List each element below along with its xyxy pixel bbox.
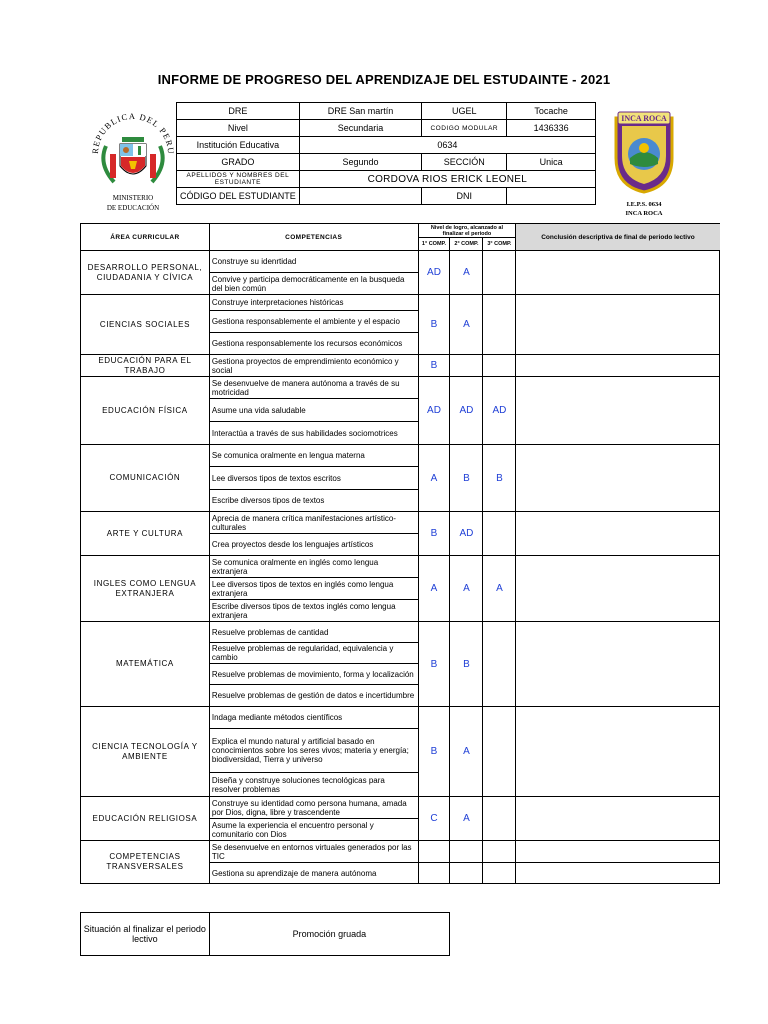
- grade-cell: B: [418, 355, 450, 377]
- seccion-value: Unica: [507, 154, 596, 171]
- area-name: EDUCACIÓN PARA EL TRABAJO: [81, 355, 210, 377]
- competencia: Convive y participa democráticamente en la busqueda del bien común: [209, 273, 418, 295]
- ministry-line2: DE EDUCACIÓN: [106, 204, 160, 212]
- grade-cell: [483, 863, 516, 884]
- table-row: [81, 295, 720, 311]
- competencia: Gestiona su aprendizaje de manera autónoma: [209, 863, 418, 884]
- grade-cell: AD: [450, 377, 483, 445]
- grade-cell: A: [418, 556, 450, 622]
- grade-cell: A: [450, 556, 483, 622]
- grade-cell: B: [418, 512, 450, 556]
- competencia: Lee diversos tipos de textos escritos: [209, 467, 418, 490]
- competencia: Construye interpretaciones históricas: [209, 295, 418, 311]
- grade-cell: B: [450, 445, 483, 512]
- header-comp2: 2° COMP.: [450, 238, 483, 251]
- header-comp3: 3° COMP.: [483, 238, 516, 251]
- grade-cell: AD: [450, 512, 483, 556]
- ministry-emblem: [86, 104, 180, 212]
- competencia: Se desenvuelve en entornos virtuales generados por las TIC: [209, 841, 418, 863]
- competencia: Interactúa a través de sus habilidades sociomotrices: [209, 422, 418, 445]
- grade-cell: [483, 707, 516, 797]
- header-competencias: COMPETENCIAS: [209, 224, 418, 251]
- conclusion-cell: [516, 797, 720, 841]
- codigo-estudiante-label: CÓDIGO DEL ESTUDIANTE: [177, 188, 300, 205]
- grade-cell: AD: [418, 251, 450, 295]
- table-row: [81, 355, 720, 377]
- competencia: Resuelve problemas de movimiento, forma y localización: [209, 664, 418, 685]
- competencia: Construye su idenrtidad: [209, 251, 418, 273]
- competencia: Resuelve problemas de cantidad: [209, 622, 418, 643]
- grade-cell: A: [450, 707, 483, 797]
- ugel-label: UGEL: [422, 103, 507, 120]
- grade-cell: [483, 841, 516, 863]
- grade-cell: B: [418, 622, 450, 707]
- conclusion-cell: [516, 295, 720, 355]
- competencia: Se desenvuelve de manera autónoma a través de su motricidad: [209, 377, 418, 399]
- grade-cell: [483, 622, 516, 707]
- competencia: Explica el mundo natural y artificial basado en conocimientos sobre los seres vivos; materia y energía; biodiversidad, Tierra y universo: [209, 729, 418, 773]
- table-row: [81, 251, 720, 273]
- competencia: Escribe diversos tipos de textos inglés como lengua extranjera: [209, 600, 418, 622]
- grade-cell: B: [483, 445, 516, 512]
- ie-value: 0634: [299, 137, 595, 154]
- conclusion-cell: [516, 841, 720, 863]
- ministry-line1: MINISTERIO: [112, 194, 154, 202]
- grade-cell: [483, 355, 516, 377]
- grade-cell: [450, 355, 483, 377]
- nivel-value: Secundaria: [299, 120, 422, 137]
- table-row: [81, 707, 720, 729]
- ie-label: Institución Educativa: [177, 137, 300, 154]
- grade-cell: [418, 863, 450, 884]
- grade-cell: [418, 841, 450, 863]
- ugel-value: Tocache: [507, 103, 596, 120]
- competencia: Crea proyectos desde los lenguajes artísticos: [209, 534, 418, 556]
- conclusion-cell: [516, 377, 720, 445]
- conclusion-cell: [516, 863, 720, 884]
- grade-cell: A: [483, 556, 516, 622]
- table-row: [81, 622, 720, 643]
- table-row: [81, 797, 720, 819]
- conclusion-cell: [516, 445, 720, 512]
- student-name: CORDOVA RIOS ERICK LEONEL: [299, 171, 595, 188]
- area-name: EDUCACIÓN RELIGIOSA: [81, 797, 210, 841]
- table-row: [81, 445, 720, 467]
- competencia: Resuelve problemas de regularidad, equivalencia y cambio: [209, 643, 418, 664]
- grade-cell: [450, 841, 483, 863]
- grade-cell: A: [418, 445, 450, 512]
- conclusion-cell: [516, 355, 720, 377]
- grade-cell: [450, 863, 483, 884]
- peru-coat-of-arms-icon: [88, 104, 178, 192]
- grade-cell: B: [450, 622, 483, 707]
- logo-banner: INCA ROCA: [621, 114, 667, 123]
- conclusion-cell: [516, 556, 720, 622]
- grades-table: [80, 223, 720, 884]
- area-name: EDUCACIÓN FÍSICA: [81, 377, 210, 445]
- competencia: Lee diversos tipos de textos en inglés como lengua extranjera: [209, 578, 418, 600]
- grade-cell: [483, 251, 516, 295]
- grade-cell: AD: [418, 377, 450, 445]
- situacion-label: Situación al finalizar el periodo lectivo: [81, 913, 210, 956]
- header-area: ÁREA CURRICULAR: [81, 224, 210, 251]
- grado-label: GRADO: [177, 154, 300, 171]
- competencia: Resuelve problemas de gestión de datos e incertidumbre: [209, 685, 418, 707]
- competencia: Gestiona responsablemente los recursos económicos: [209, 333, 418, 355]
- school-logo: [610, 110, 678, 217]
- table-row: [81, 377, 720, 399]
- grade-cell: [483, 512, 516, 556]
- competencia: Gestiona responsablemente el ambiente y el espacio: [209, 311, 418, 333]
- nivel-label: Nivel: [177, 120, 300, 137]
- grade-cell: A: [450, 251, 483, 295]
- grade-cell: B: [418, 295, 450, 355]
- logo-caption-2: INCA ROCA: [625, 210, 663, 217]
- header-comp1: 1° COMP.: [418, 238, 450, 251]
- grade-cell: AD: [483, 377, 516, 445]
- grado-value: Segundo: [299, 154, 422, 171]
- grade-cell: C: [418, 797, 450, 841]
- competencia: Indaga mediante métodos científicos: [209, 707, 418, 729]
- area-name: INGLES COMO LENGUA EXTRANJERA: [81, 556, 210, 622]
- grade-cell: [483, 797, 516, 841]
- competencia: Escribe diversos tipos de textos: [209, 490, 418, 512]
- area-name: ARTE Y CULTURA: [81, 512, 210, 556]
- apellidos-label: APELLIDOS Y NOMBRES DEL ESTUDIANTE: [177, 171, 300, 188]
- grade-cell: A: [450, 295, 483, 355]
- conclusion-cell: [516, 512, 720, 556]
- header-nivel-logro: Nivel de logro, alcanzado al finalizar el periodo: [418, 224, 516, 238]
- grade-cell: B: [418, 707, 450, 797]
- seccion-label: SECCIÓN: [422, 154, 507, 171]
- area-name: CIENCIA TECNOLOGÍA Y AMBIENTE: [81, 707, 210, 797]
- competencia: Se comunica oralmente en lengua materna: [209, 445, 418, 467]
- competencia: Construye su identidad como persona humana, amada por Dios, digna, libre y trascendente: [209, 797, 418, 819]
- dni-value: [507, 188, 596, 205]
- codigo-modular-label: CODIGO MODULAR: [422, 120, 507, 137]
- situacion-table: [80, 912, 450, 956]
- emblem-ring-text: REPUBLICA DEL PERU: [89, 110, 177, 156]
- codigo-estudiante-value: [299, 188, 422, 205]
- competencia: Asume una vida saludable: [209, 399, 418, 422]
- student-info-table: [176, 102, 596, 205]
- conclusion-cell: [516, 251, 720, 295]
- grade-cell: [483, 295, 516, 355]
- report-title: INFORME DE PROGRESO DEL APRENDIZAJE DEL ESTUDAINTE - 2021: [157, 72, 611, 87]
- dre-label: DRE: [177, 103, 300, 120]
- dre-value: DRE San martín: [299, 103, 422, 120]
- area-name: COMUNICACIÓN: [81, 445, 210, 512]
- area-name: DESARROLLO PERSONAL, CIUDADANIA Y CÍVICA: [81, 251, 210, 295]
- conclusion-cell: [516, 707, 720, 797]
- school-shield-icon: [610, 110, 678, 194]
- competencia: Aprecia de manera crítica manifestaciones artístico-culturales: [209, 512, 418, 534]
- table-row: [81, 512, 720, 534]
- area-name: COMPETENCIAS TRANSVERSALES: [81, 841, 210, 884]
- competencia: Asume la experiencia el encuentro personal y comunitario con Dios: [209, 819, 418, 841]
- logo-caption-1: I.E.P.S. 0634: [626, 201, 662, 208]
- table-row: [81, 556, 720, 578]
- area-name: CIENCIAS SOCIALES: [81, 295, 210, 355]
- dni-label: DNI: [422, 188, 507, 205]
- competencia: Se comunica oralmente en inglés como lengua extranjera: [209, 556, 418, 578]
- table-row: [81, 841, 720, 863]
- area-name: MATEMÁTICA: [81, 622, 210, 707]
- situacion-value: Promoción gruada: [209, 913, 449, 956]
- header-conclusion: Conclusión descriptiva de final de periodo lectivo: [516, 224, 720, 251]
- competencia: Gestiona proyectos de emprendimiento económico y social: [209, 355, 418, 377]
- grade-cell: A: [450, 797, 483, 841]
- competencia: Diseña y construye soluciones tecnológicas para resolver problemas: [209, 773, 418, 797]
- codigo-modular-value: 1436336: [507, 120, 596, 137]
- conclusion-cell: [516, 622, 720, 707]
